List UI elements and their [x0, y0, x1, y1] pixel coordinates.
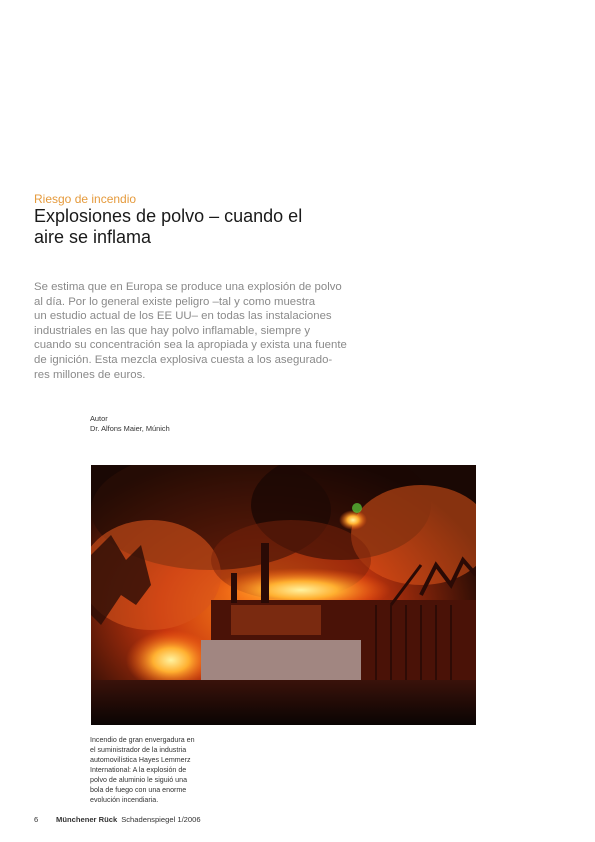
caption-line: polvo de aluminio le siguió una	[90, 776, 188, 784]
lead-line: un estudio actual de los EE UU– en todas las instalaciones	[34, 310, 332, 323]
photo-caption	[90, 735, 220, 805]
author-label: Autor	[90, 414, 108, 423]
caption-line: Incendio de gran envergadura en	[90, 736, 195, 744]
author-block	[90, 414, 170, 434]
caption-line: International: A la explosión de	[90, 766, 187, 774]
caption-line: evolución incendiaria.	[90, 796, 159, 804]
lead-paragraph	[34, 280, 384, 382]
article-title	[34, 206, 334, 248]
caption-line: automovilística Hayes Lemmerz	[90, 756, 191, 764]
fire-photo	[91, 465, 476, 725]
footer-brand: Münchener Rück	[56, 815, 118, 824]
kicker: Riesgo de incendio	[34, 192, 137, 206]
lead-line: Se estima que en Europa se produce una explosión de polvo	[34, 281, 342, 293]
author-name: Dr. Alfons Maier, Múnich	[90, 424, 170, 433]
page-footer	[34, 815, 201, 824]
lead-line: de ignición. Esta mezcla explosiva cuesta a los asegurado-	[34, 353, 333, 366]
page-number: 6	[34, 815, 39, 824]
lead-line: cuando su concentración sea la apropiada y exista una fuente	[34, 339, 347, 352]
title-line: aire se inflama	[34, 227, 152, 247]
lead-line: res millones de euros.	[34, 368, 146, 381]
lead-line: al día. Por lo general existe peligro –tal y como muestra	[34, 295, 316, 308]
caption-line: bola de fuego con una enorme	[90, 786, 187, 794]
footer-publication: Schadenspiegel 1/2006	[121, 815, 201, 824]
caption-line: el suministrador de la industria	[90, 746, 187, 754]
title-line: Explosiones de polvo – cuando el	[34, 206, 303, 226]
lead-line: industriales en las que hay polvo inflamable, siempre y	[34, 324, 311, 337]
